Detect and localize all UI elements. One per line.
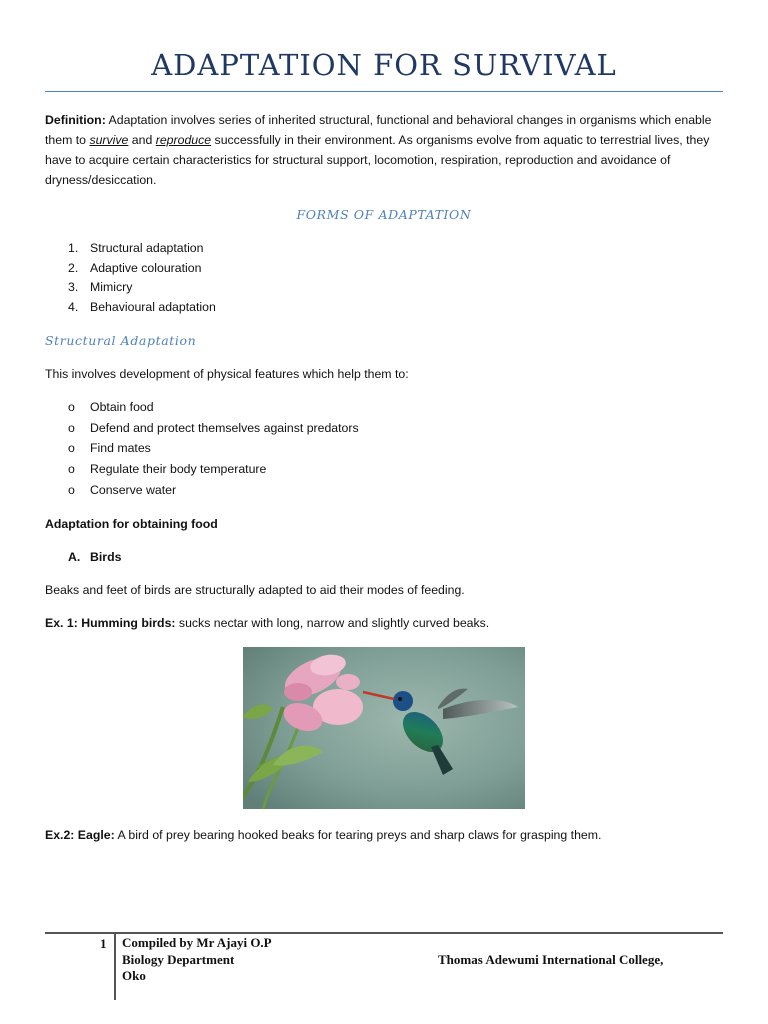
list-item-text: Adaptive colouration	[90, 260, 202, 275]
list-item-text: Mimicry	[90, 280, 133, 295]
footer-vertical-divider	[114, 934, 116, 1000]
example-1-text: sucks nectar with long, narrow and slightly curved beaks.	[175, 616, 490, 630]
list-number: 3.	[68, 280, 79, 295]
list-item	[68, 258, 216, 278]
list-item	[68, 480, 359, 501]
structural-heading: Structural Adaptation	[45, 333, 197, 348]
structural-intro: This involves development of physical features which help them to:	[45, 367, 409, 381]
example-2-text: A bird of prey bearing hooked beaks for tearing preys and sharp claws for grasping them.	[114, 828, 602, 842]
forms-heading: FORMS OF ADAPTATION	[296, 207, 472, 222]
definition-word-reproduce: reproduce	[155, 133, 212, 147]
page-title: ADAPTATION FOR SURVIVAL	[151, 48, 617, 82]
footer-college: Thomas Adewumi International College,	[438, 952, 664, 967]
list-number: 1.	[68, 241, 79, 255]
page-number: 1	[100, 936, 107, 951]
bullet-icon: o	[68, 462, 75, 477]
birds-heading	[68, 547, 748, 567]
list-item	[68, 238, 216, 258]
list-item-text: Behavioural adaptation	[90, 300, 216, 315]
footer-divider	[45, 932, 723, 934]
list-item-text: Obtain food	[90, 400, 154, 414]
footer-line-1: Compiled by Mr Ajayi O.P	[122, 935, 272, 950]
example-2	[45, 825, 725, 845]
list-item-text: Structural adaptation	[90, 241, 204, 255]
bullet-icon: o	[68, 400, 75, 414]
list-item-text: Regulate their body temperature	[90, 462, 267, 477]
list-item-text: Find mates	[90, 441, 151, 456]
footer-compiler	[122, 935, 342, 985]
definition-text-2: and	[128, 133, 156, 147]
definition-paragraph	[45, 110, 725, 190]
list-item	[68, 277, 216, 297]
list-item	[68, 459, 359, 480]
example-2-label: Ex.2: Eagle:	[45, 828, 115, 842]
bullet-icon: o	[68, 482, 75, 497]
footer-line-2: Biology Department	[122, 951, 235, 967]
bullet-icon: o	[68, 420, 75, 435]
list-number: 2.	[68, 260, 79, 275]
definition-label: Definition:	[45, 113, 106, 127]
list-item	[68, 397, 359, 418]
example-1-label: Ex. 1: Humming birds:	[45, 616, 176, 630]
title-underline	[45, 91, 723, 92]
list-item	[68, 297, 216, 317]
list-item	[68, 438, 359, 459]
list-item-text: Defend and protect themselves against predators	[90, 420, 359, 435]
birds-letter: A.	[68, 550, 81, 564]
food-heading: Adaptation for obtaining food	[45, 517, 218, 531]
example-1	[45, 613, 725, 633]
definition-text-3: successfully in their environment. As organisms evolve from aquatic to terrestrial lives, they have to acquire certain characteristics for structural support, locomotion, respiration, reproduction and avoidance of dryness/desiccation.	[45, 133, 710, 187]
list-number: 4.	[68, 300, 79, 315]
forms-list	[68, 238, 216, 317]
definition-text-1: Adaptation involves series of inherited structural, functional and behavioral changes in organisms which enable them to	[45, 113, 712, 147]
birds-heading-text: Birds	[90, 550, 122, 564]
list-item	[68, 418, 359, 439]
features-list	[68, 397, 359, 500]
bullet-icon: o	[68, 441, 75, 456]
hummingbird-photo	[243, 647, 525, 809]
birds-intro: Beaks and feet of birds are structurally adapted to aid their modes of feeding.	[45, 583, 465, 597]
definition-word-survive: survive	[89, 133, 129, 147]
footer-line-3: Oko	[122, 968, 146, 983]
list-item-text: Conserve water	[90, 482, 177, 497]
